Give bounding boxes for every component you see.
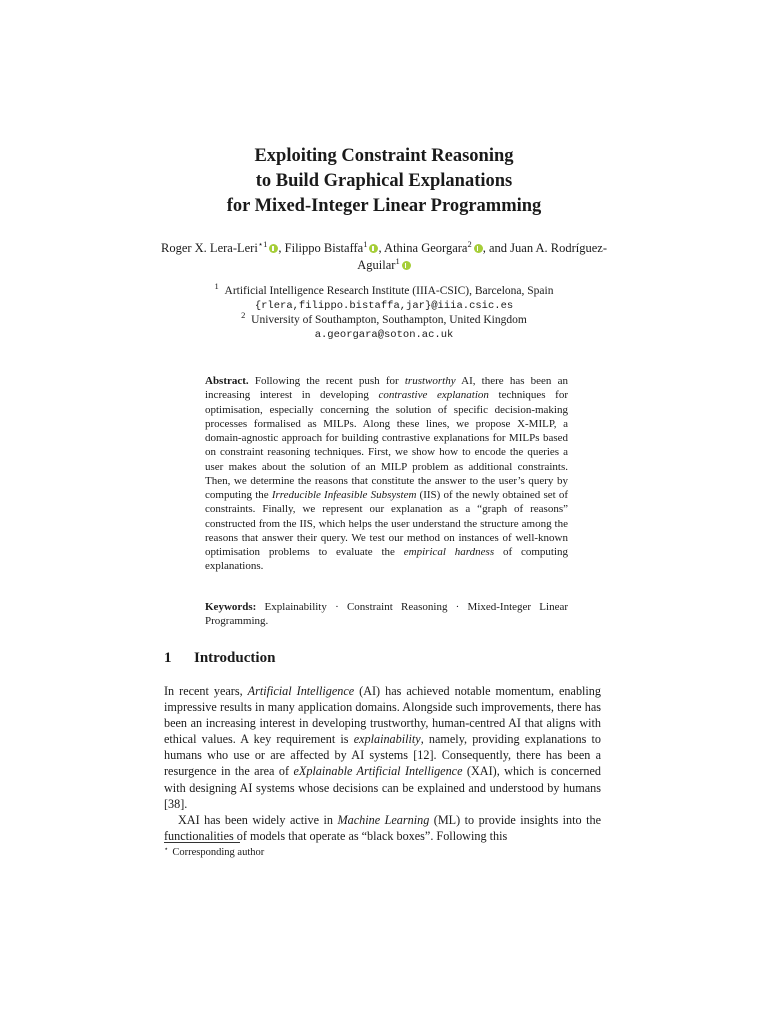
author-list — [140, 240, 628, 274]
footnote-mark: ⋆ — [164, 844, 169, 853]
body-text: , namely, providing explanations to humans who use or are affected by AI systems [12]. Consequently, there has been a resurgence in the area of — [164, 732, 601, 779]
section-heading — [164, 650, 275, 667]
author-name: Juan A. Rodríguez-Aguilar — [357, 241, 608, 272]
author-mark: 2 — [467, 238, 472, 249]
author-separator: , and — [482, 241, 511, 255]
affiliation-1 — [140, 281, 628, 299]
body-text: In recent years, — [164, 684, 248, 698]
abstract-text: of computing explanations. — [205, 546, 569, 573]
body-text: (XAI), which is concerned with designing AI systems whose decisions can be explained and understood by humans [38]. — [164, 764, 602, 811]
footnote-text: Corresponding author — [172, 847, 265, 858]
affiliations — [140, 281, 628, 342]
body-text: XAI has been widely active in — [178, 812, 338, 827]
title-line-2: to Build Graphical Explanations — [255, 171, 513, 191]
affiliation-number: 1 — [214, 281, 219, 292]
author-name: Filippo Bistaffa — [284, 241, 364, 255]
author-name: Roger X. Lera-Leri — [160, 241, 258, 255]
abstract-text: Following the recent push for — [248, 375, 405, 387]
body-emphasis: explainability — [353, 732, 421, 747]
author-mark: ⋆1 — [257, 238, 268, 249]
author-separator: , — [378, 241, 385, 255]
abstract-emphasis: trustworthy — [404, 375, 456, 387]
orcid-icon[interactable] — [402, 261, 411, 270]
affiliation-email[interactable]: a.georgara@soton.ac.uk — [314, 328, 454, 341]
body-emphasis: Artificial Intelligence — [247, 684, 355, 698]
keywords — [205, 600, 568, 629]
affiliation-number: 2 — [241, 310, 246, 321]
author-mark: 1 — [363, 238, 368, 249]
abstract-emphasis: empirical hardness — [403, 546, 495, 558]
keywords-label: Keywords: — [205, 601, 257, 613]
section-title: Introduction — [194, 650, 276, 666]
abstract-label: Abstract. — [205, 375, 249, 387]
intro-body — [164, 683, 601, 844]
section-number: 1 — [164, 650, 172, 666]
affiliation-name: Artificial Intelligence Research Institute (IIIA-CSIC), Barcelona, Spain — [224, 285, 554, 297]
title-line-1: Exploiting Constraint Reasoning — [254, 146, 514, 166]
orcid-icon[interactable] — [474, 244, 483, 253]
abstract-text: techniques for optimisation, especially concerning the solution of specific decision-making processes formalised as MILPs. Along these lines, we propose X-MILP, a domain-agnostic approach for building contrastive explanations for MILPs based on constraint reasoning techniques. First, we show how to encode the queries a user makes about the solution of an MILP problem as additional constraints. Then, we determine the reasons that constitute the answer to the user’s query by computing the — [205, 389, 569, 501]
paragraph-1 — [164, 683, 601, 812]
abstract — [205, 374, 568, 574]
paragraph-2 — [164, 812, 601, 844]
footnote-rule — [164, 842, 240, 843]
footnote — [164, 846, 264, 859]
abstract-emphasis: contrastive explanation — [378, 389, 489, 402]
affiliation-name: University of Southampton, Southampton, United Kingdom — [251, 314, 527, 326]
affiliation-email[interactable]: {rlera,filippo.bistaffa,jar}@iiia.csic.es — [254, 299, 514, 312]
paper-title — [0, 144, 768, 219]
keywords-text: Explainability · Constraint Reasoning · Mixed-Integer Linear Programming. — [205, 601, 568, 628]
author-separator: , — [278, 241, 285, 255]
body-emphasis: eXplainable Artificial Intelligence — [293, 764, 463, 779]
abstract-text: (IIS) of the newly obtained set of constraints. Finally, we represent our explanation as a “graph of reasons” constructed from the IIS, which helps the user understand the structure among the reasons that answer their query. We test our method on instances of well-known optimisation problems to evaluate the — [205, 489, 569, 558]
body-text: (ML) to provide insights into the functionalities of models that operate as “black boxes”. Following this — [164, 812, 601, 843]
author-mark: 1 — [395, 255, 400, 266]
body-emphasis: Machine Learning — [337, 812, 430, 827]
abstract-text: AI, there has been an increasing interest in developing — [205, 375, 568, 402]
affiliation-2 — [140, 310, 628, 328]
author-name: Athina Georgara — [384, 241, 468, 255]
body-text: (AI) has achieved notable momentum, enabling impressive results in many application domains. Alongside such improvements, there has been an increasing interest in developing trustworthy, human-centred AI that aligns with ethical values. A key requirement is — [164, 684, 601, 747]
title-line-3: for Mixed-Integer Linear Programming — [226, 196, 542, 216]
abstract-emphasis: Irreducible Infeasible Subsystem — [271, 489, 417, 501]
